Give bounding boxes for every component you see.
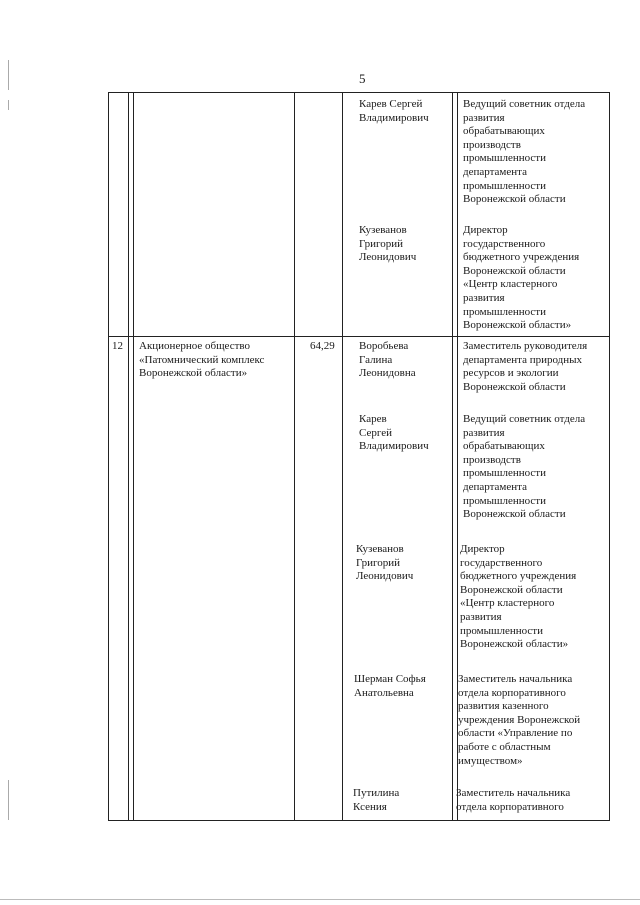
col-divider [342, 93, 343, 820]
member-position: Заместитель начальника отдела корпоративного [456, 787, 571, 813]
company-name: Акционерное общество «Патомнический комплекс Воронежской области» [139, 340, 265, 380]
page-number: 5 [359, 71, 366, 86]
scan-edge [0, 899, 640, 900]
col-divider [452, 93, 453, 820]
row-number: 12 [112, 340, 123, 352]
member-position: Директор государственного бюджетного учреждения Воронежской области «Центр кластерного развития промышленности Воронежской области» [463, 224, 580, 332]
member-name: Шерман Софья Анатольевна [354, 673, 426, 699]
row-divider [109, 336, 609, 337]
member-name: Воробьева Галина Леонидовна [359, 340, 416, 380]
member-name: Путилина Ксения [353, 787, 400, 813]
member-name: Кузеванов Григорий Леонидович [356, 543, 414, 583]
member-position: Заместитель начальника отдела корпоративного развития казенного учреждения Воронежской области «Управление по работе с областным имуществом» [458, 673, 581, 767]
member-position: Ведущий советник отдела развития обрабатывающих производств промышленности департамента промышленности Воронежской области [463, 413, 586, 521]
member-position: Ведущий советник отдела развития обрабатывающих производств промышленности департамента промышленности Воронежской области [463, 98, 586, 206]
member-position: Заместитель руководителя департамента природных ресурсов и экологии Воронежской области [463, 340, 588, 393]
col-divider [133, 93, 134, 820]
member-name: Кузеванов Григорий Леонидович [359, 224, 417, 264]
state-share: 64,29 [310, 340, 335, 352]
member-name: Карев Сергей Владимирович [359, 413, 429, 453]
col-divider [128, 93, 129, 820]
member-name: Карев Сергей Владимирович [359, 98, 429, 124]
members-table [108, 92, 610, 821]
col-divider [294, 93, 295, 820]
member-position: Директор государственного бюджетного учреждения Воронежской области «Центр кластерного развития промышленности Воронежской области» [460, 543, 577, 651]
